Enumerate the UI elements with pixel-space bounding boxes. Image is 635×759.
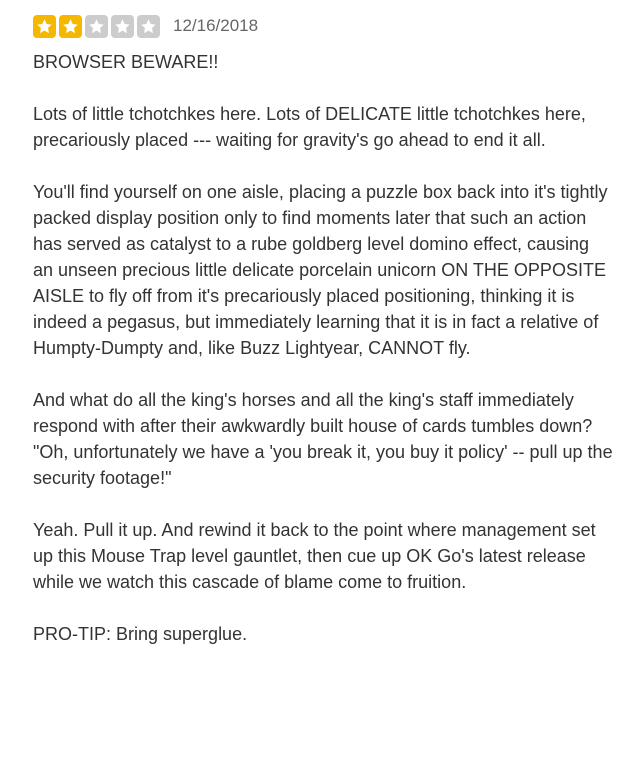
star-icon <box>111 15 134 38</box>
rating-row <box>33 11 613 41</box>
star-icon <box>137 15 160 38</box>
review-date: 12/16/2018 <box>173 16 259 35</box>
review-paragraph: Lots of little tchotchkes here. Lots of DELICATE little tchotchkes here, precariously placed --- waiting for gravity's go ahead to end it all. <box>33 104 586 150</box>
review-pro-tip: PRO-TIP: Bring superglue. <box>33 624 248 644</box>
star-rating <box>33 15 160 38</box>
review-text <box>33 49 613 647</box>
star-icon <box>59 15 82 38</box>
star-icon <box>33 15 56 38</box>
review <box>33 11 613 647</box>
review-paragraph: And what do all the king's horses and all the king's staff immediately respond with after their awkwardly built house of cards tumbles down? "Oh, unfortunately we have a 'you break it, you buy it policy' -- pull up the security footage!" <box>33 390 613 488</box>
review-paragraph: You'll find yourself on one aisle, placing a puzzle box back into it's tightly packed display position only to find moments later that such an action has served as catalyst to a rube goldberg level domino effect, causing an unseen precious little delicate porcelain unicorn ON THE OPPOSITE AISLE to fly off from it's precariously placed positioning, thinking it is indeed a pegasus, but immediately learning that it is in fact a relative of Humpty-Dumpty and, like Buzz Lightyear, CANNOT fly. <box>33 182 608 358</box>
star-icon <box>85 15 108 38</box>
review-paragraph: Yeah. Pull it up. And rewind it back to the point where management set up this Mouse Trap level gauntlet, then cue up OK Go's latest release while we watch this cascade of blame come to fruition. <box>33 520 596 592</box>
review-headline: BROWSER BEWARE!! <box>33 52 219 72</box>
